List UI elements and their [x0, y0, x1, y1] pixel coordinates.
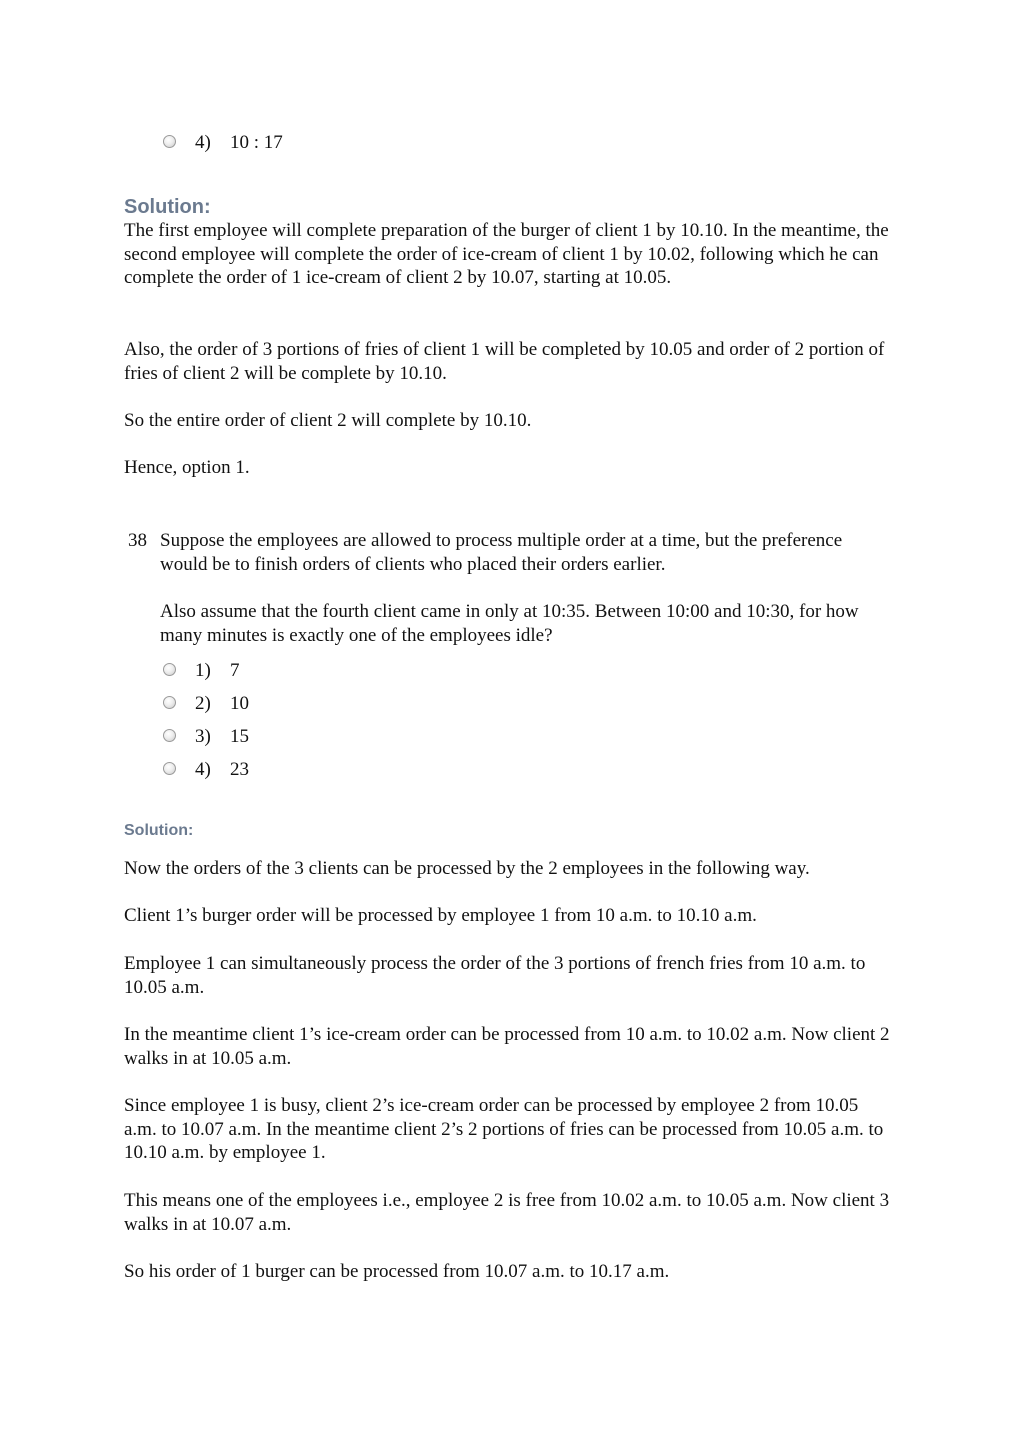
- solution-paragraph: Since employee 1 is busy, client 2’s ice-cream order can be processed by employee 2 from 10.05 a.m. to 10.07 a.m. In the meantime client 2’s 2 portions of fries can be processed from 10.05 a.m. to 10.10 a.m. by employee 1.: [124, 1095, 884, 1163]
- option-1-number: 1): [195, 660, 211, 681]
- option-4-text: 23: [230, 759, 249, 780]
- solution-paragraph: In the meantime client 1’s ice-cream order can be processed from 10 a.m. to 10.02 a.m. Now client 2 walks in at 10.05 a.m.: [124, 1024, 890, 1069]
- option-4-radio[interactable]: [163, 135, 176, 148]
- solution-paragraph: So his order of 1 burger can be processed from 10.07 a.m. to 10.17 a.m.: [124, 1261, 670, 1282]
- question-text: Suppose the employees are allowed to process multiple order at a time, but the preference would be to finish orders of clients who placed their orders earlier.: [160, 530, 843, 575]
- solution-paragraph: Also, the order of 3 portions of fries of client 1 will be completed by 10.05 and order of 2 portion of fries of client 2 will be complete by 10.10.: [124, 339, 885, 384]
- solution-paragraph: This means one of the employees i.e., employee 2 is free from 10.02 a.m. to 10.05 a.m. Now client 3 walks in at 10.07 a.m.: [124, 1190, 890, 1235]
- option-4-number: 4): [195, 132, 211, 153]
- solution-heading: Solution:: [124, 196, 211, 218]
- option-2-radio[interactable]: [163, 696, 176, 709]
- option-4-number: 4): [195, 759, 211, 780]
- question-number: 38: [128, 530, 147, 551]
- option-4-text: 10 : 17: [230, 132, 283, 153]
- option-3-text: 15: [230, 726, 249, 747]
- solution-paragraph: Client 1’s burger order will be processed by employee 1 from 10 a.m. to 10.10 a.m.: [124, 905, 757, 926]
- solution-paragraph: So the entire order of client 2 will complete by 10.10.: [124, 410, 532, 431]
- option-2-number: 2): [195, 693, 211, 714]
- solution-paragraph: Now the orders of the 3 clients can be processed by the 2 employees in the following way.: [124, 858, 810, 879]
- solution-paragraph: Hence, option 1.: [124, 457, 250, 478]
- solution-paragraph: Employee 1 can simultaneously process the order of the 3 portions of french fries from 10 a.m. to 10.05 a.m.: [124, 953, 866, 998]
- question-text: Also assume that the fourth client came in only at 10:35. Between 10:00 and 10:30, for how many minutes is exactly one of the employees idle?: [160, 601, 859, 646]
- option-3-number: 3): [195, 726, 211, 747]
- option-3-radio[interactable]: [163, 729, 176, 742]
- solution-heading: Solution:: [124, 822, 194, 839]
- solution-paragraph: The first employee will complete preparation of the burger of client 1 by 10.10. In the meantime, the second employee will complete the order of ice-cream of client 1 by 10.02, following which he can complete the order of 1 ice-cream of client 2 by 10.07, starting at 10.05.: [124, 220, 889, 288]
- option-2-text: 10: [230, 693, 249, 714]
- option-4-radio[interactable]: [163, 762, 176, 775]
- option-1-text: 7: [230, 660, 240, 681]
- option-1-radio[interactable]: [163, 663, 176, 676]
